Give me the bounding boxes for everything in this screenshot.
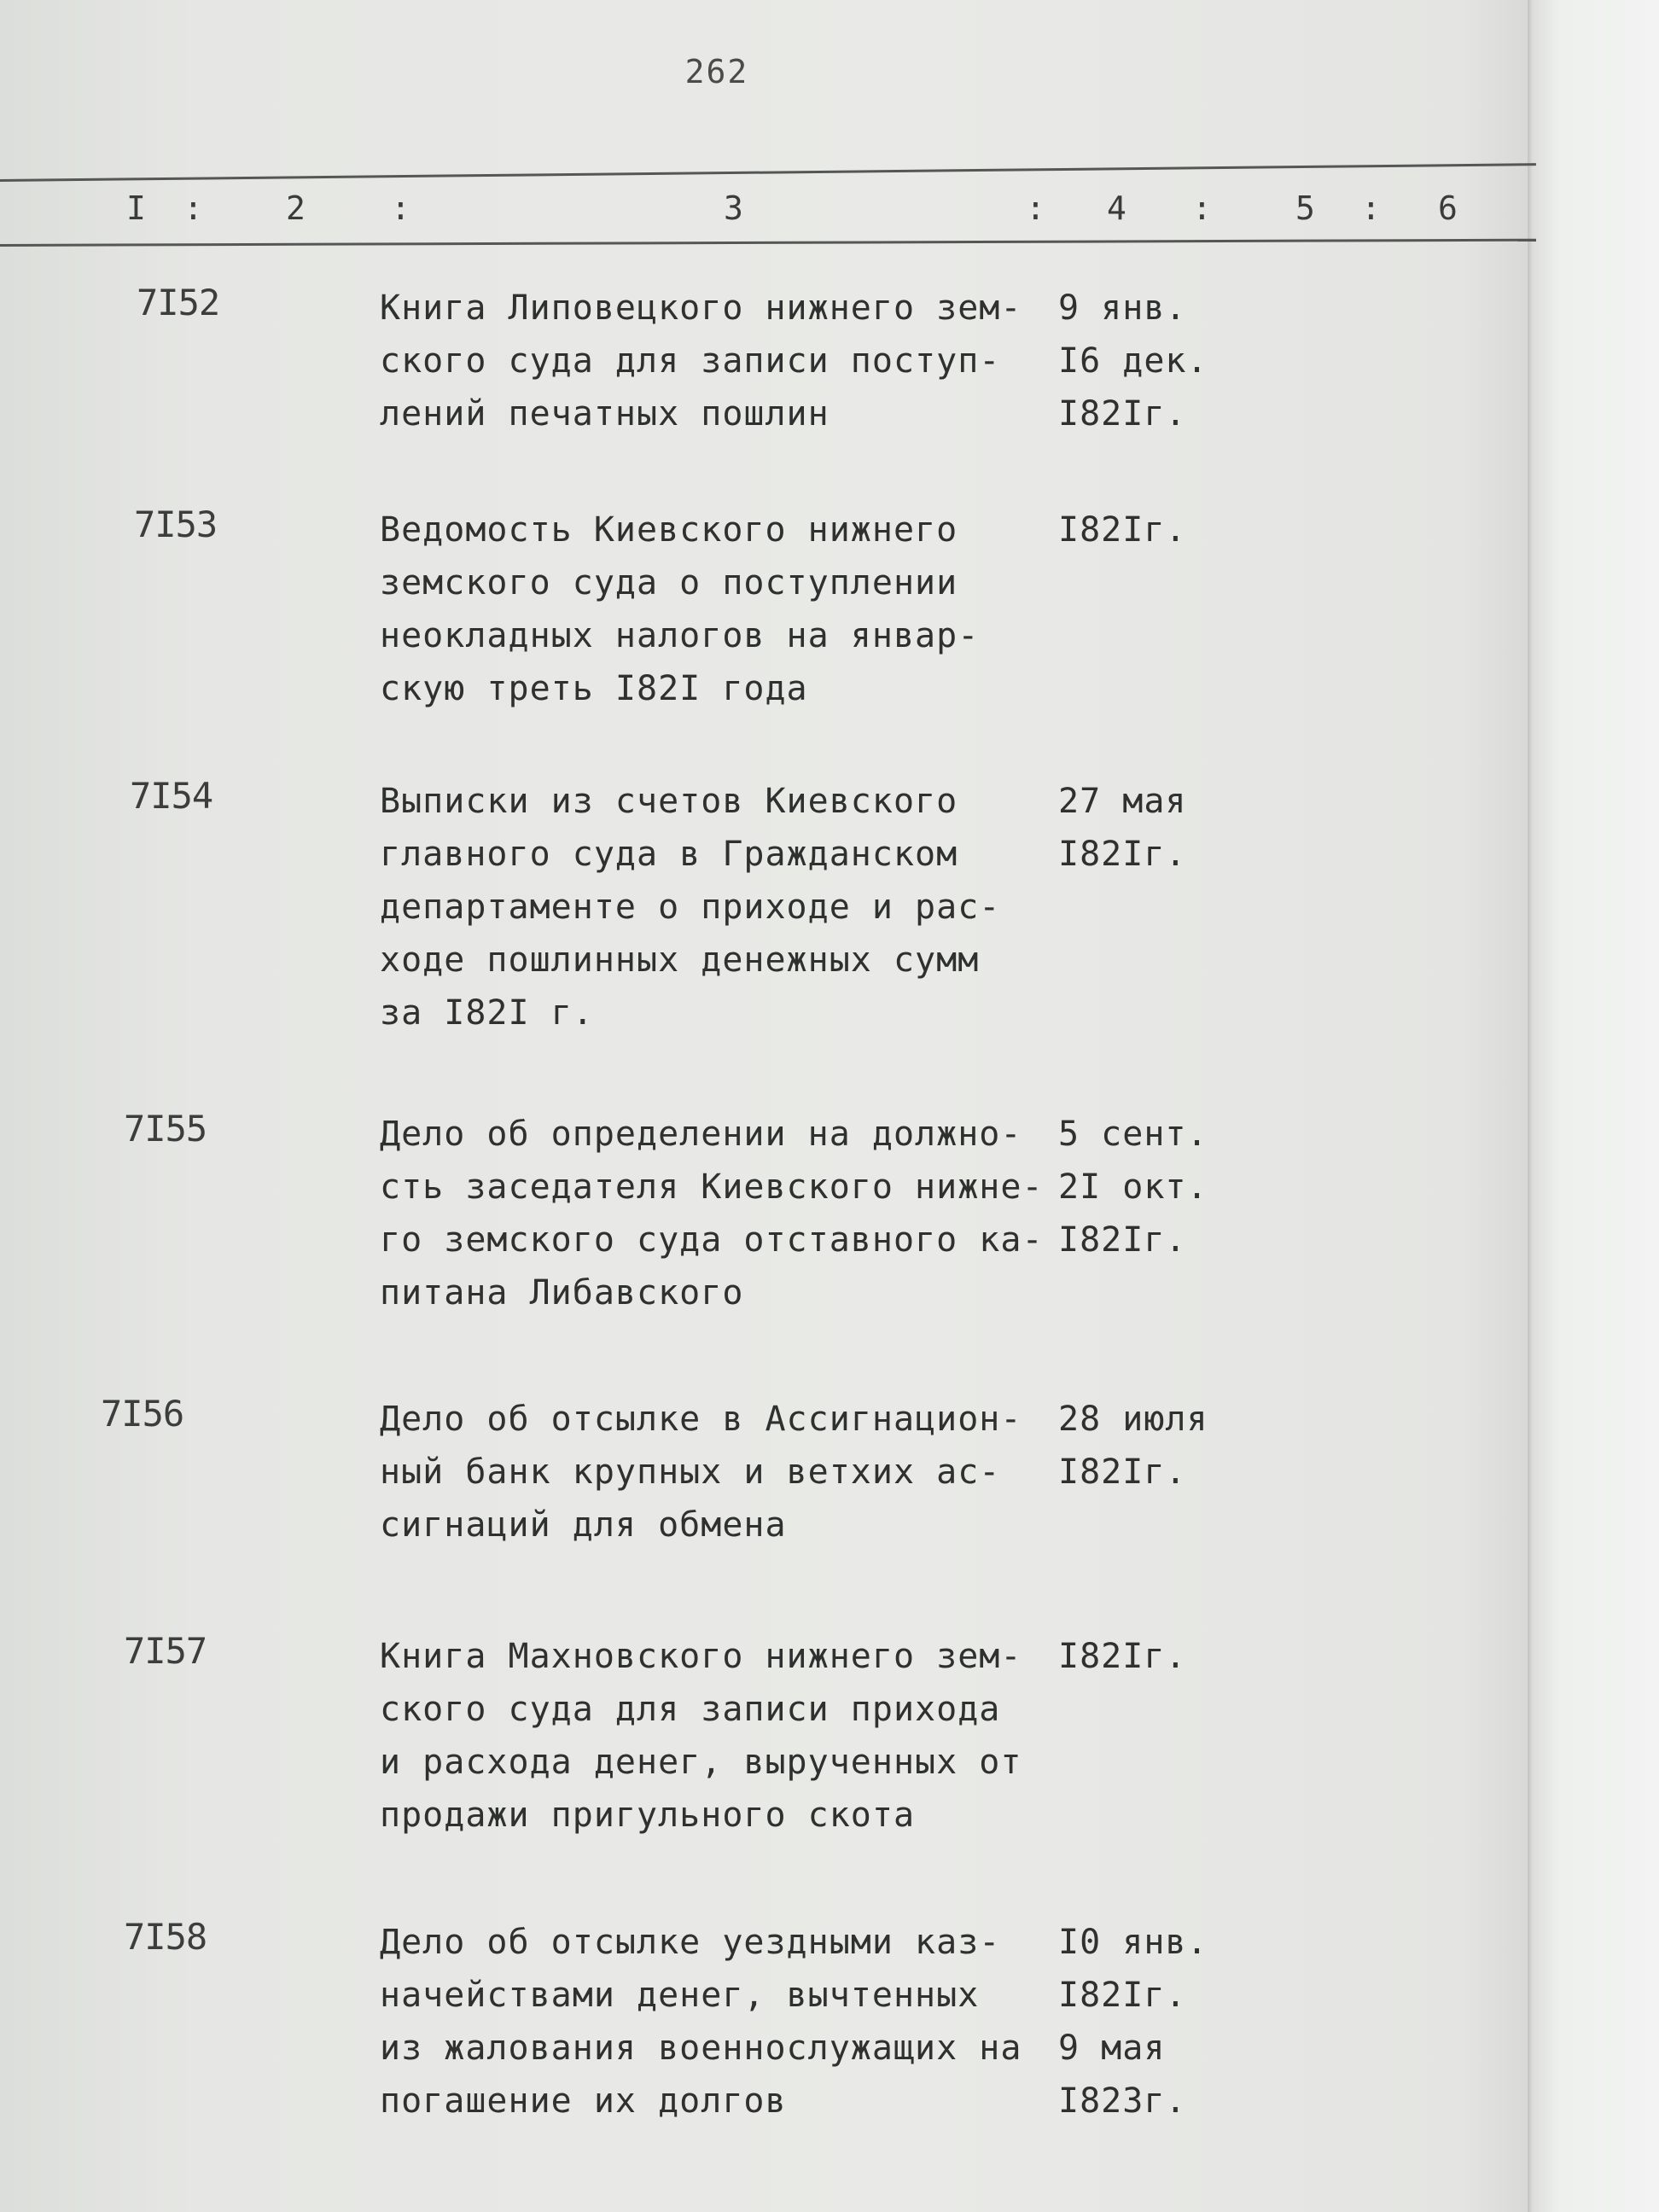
entry-dates: I0 янв. I82Iг. 9 мая I823г.	[1058, 1923, 1208, 2121]
column-header-1: I	[126, 189, 146, 227]
entry-dates: I82Iг.	[1058, 510, 1187, 550]
entry-title: Дело об определении на должно- сть заседателя Киевского нижне- го земского суда отставного ка- питана Либавского	[380, 1115, 1044, 1313]
entry-dates: 27 мая I82Iг.	[1058, 782, 1187, 874]
entry-title: Ведомость Киевского нижнего земского суда о поступлении неокладных налогов на январ- скую треть I82I года	[380, 510, 980, 708]
header-top-rule	[0, 163, 1536, 182]
column-header-separator: :	[183, 189, 203, 227]
entry-number: 7I56	[101, 1393, 184, 1435]
column-header-separator: :	[1361, 189, 1381, 227]
entry-title: Дело об отсылке в Ассигнацион- ный банк крупных и ветхих ас- сигнаций для обмена	[380, 1400, 1022, 1545]
column-header-separator: :	[1026, 189, 1045, 227]
entry-number: 7I54	[130, 775, 213, 817]
entry-dates: 28 июля I82Iг.	[1058, 1400, 1208, 1492]
column-header-2: 2	[286, 189, 306, 227]
entry-dates: 9 янв. I6 дек. I82Iг.	[1058, 288, 1208, 434]
entry-dates: I82Iг.	[1058, 1637, 1187, 1676]
entry-title: Выписки из счетов Киевского главного суда в Гражданском департаменте о приходе и рас- ходе пошлинных денежных сумм за I82I г.	[380, 782, 1001, 1033]
column-header-3: 3	[724, 189, 743, 227]
entry-dates: 5 сент. 2I окт. I82Iг.	[1058, 1115, 1208, 1260]
column-header-6: 6	[1438, 189, 1458, 227]
entry-title: Дело об отсылке уездными каз- начействами денег, вычтенных из жалования военнослужащих на погашение их долгов	[380, 1923, 1022, 2121]
entry-number: 7I52	[137, 282, 220, 323]
entry-title: Книга Махновского нижнего зем- ского суда для записи прихода и расхода денег, вырученных от продажи пригульного скота	[380, 1637, 1022, 1835]
column-header-separator: :	[1192, 189, 1212, 227]
entry-number: 7I57	[124, 1630, 207, 1672]
entry-number: 7I58	[124, 1916, 207, 1958]
entry-title: Книга Липовецкого нижнего зем- ского суда для записи поступ- лений печатных пошлин	[380, 288, 1022, 434]
column-header-4: 4	[1107, 189, 1126, 227]
column-header-separator: :	[391, 189, 410, 227]
page-number: 262	[684, 53, 749, 90]
entry-number: 7I53	[134, 504, 218, 545]
sheet-edge	[1528, 0, 1533, 2212]
entry-number: 7I55	[124, 1108, 207, 1150]
column-header-5: 5	[1295, 189, 1315, 227]
column-header-row	[0, 181, 1536, 241]
